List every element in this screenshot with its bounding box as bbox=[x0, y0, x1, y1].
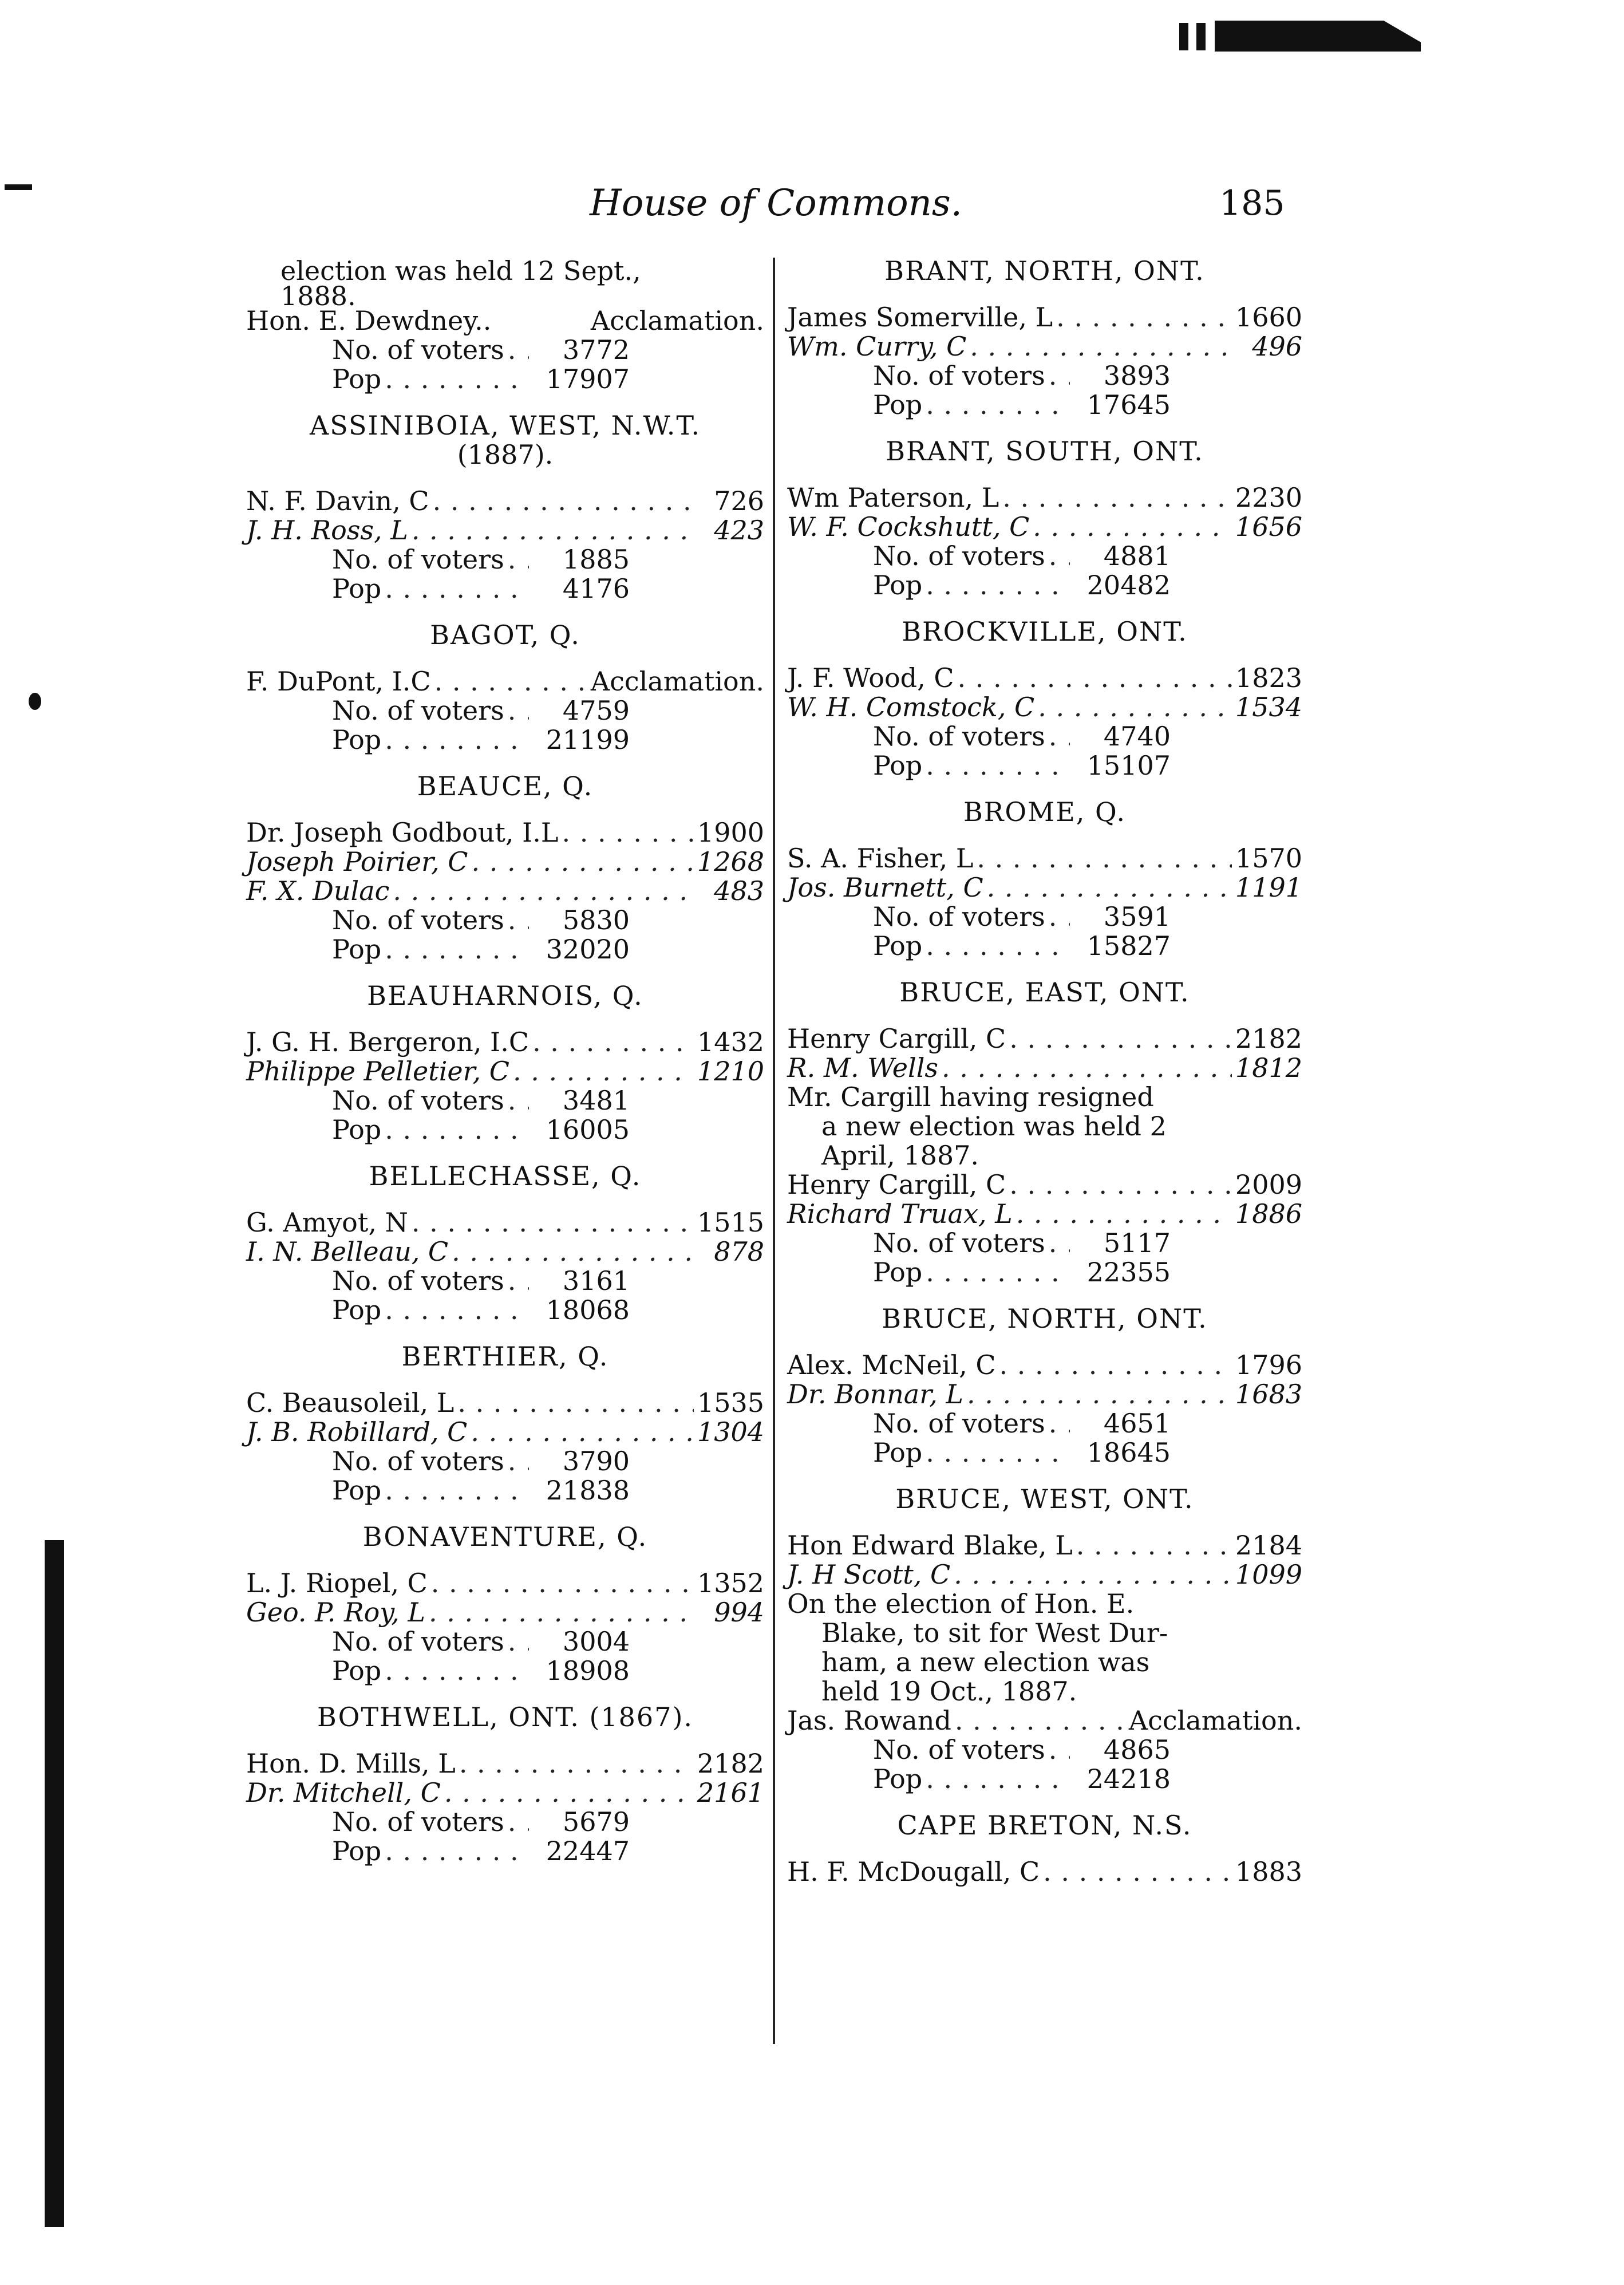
candidate-row: W. H. Comstock, C . . . 1534 bbox=[787, 693, 1302, 722]
voters-row: No. of voters . . . 3591 bbox=[787, 902, 1171, 932]
riding-heading: BRUCE, WEST, ONT. bbox=[895, 1483, 1194, 1514]
voters-row: No. of voters . . . 4740 bbox=[787, 722, 1171, 751]
riding-heading: BOTHWELL, ONT. (1867). bbox=[317, 1702, 694, 1733]
voters-row: No. of voters . . . 3161 bbox=[246, 1266, 630, 1296]
candidate-row: I. N. Belleau, C . . . 878 bbox=[246, 1237, 764, 1266]
candidate-row: S. A. Fisher, L . . . 1570 bbox=[787, 844, 1302, 873]
voters-row: No. of voters . . . 3893 bbox=[787, 361, 1171, 390]
candidate-row: J. H Scott, C . . . 1099 bbox=[787, 1560, 1302, 1589]
riding-heading: BEAUHARNOIS, Q. bbox=[367, 980, 643, 1011]
candidate-row: Henry Cargill, C . . . 2182 bbox=[787, 1024, 1302, 1053]
candidate-row: Wm Paterson, L . . . 2230 bbox=[787, 483, 1302, 512]
candidate-row: Dr. Joseph Godbout, I.L . . . 1900 bbox=[246, 818, 764, 847]
pop-row: Pop . . . 22447 bbox=[246, 1837, 630, 1866]
voters-row: No. of voters . . . 4865 bbox=[787, 1735, 1171, 1765]
acclamation-row: Hon. E. Dewdney.. Acclamation. bbox=[246, 305, 764, 336]
pop-row: Pop . . . 18645 bbox=[787, 1438, 1171, 1467]
voters-row: No. of voters . . . 4759 bbox=[246, 696, 630, 725]
page-header bbox=[0, 175, 1624, 232]
candidate-row: J. H. Ross, L . . . 423 bbox=[246, 516, 764, 545]
pop-row: Pop . . . 17645 bbox=[787, 390, 1171, 420]
riding-heading: BAGOT, Q. bbox=[430, 619, 580, 650]
pop-row: Pop . . . 21199 bbox=[246, 725, 630, 755]
voters-row: No. of voters . . . 4651 bbox=[787, 1409, 1171, 1438]
acclamation-row: F. DuPont, I.C . . . Acclamation. bbox=[246, 667, 764, 696]
right-column bbox=[787, 256, 1302, 1887]
candidate-row: G. Amyot, N . . . 1515 bbox=[246, 1208, 764, 1237]
candidate-row: Geo. P. Roy, L . . . 994 bbox=[246, 1598, 764, 1627]
pop-row: Pop . . . 32020 bbox=[246, 935, 630, 964]
candidate-row: R. M. Wells . . . 1812 bbox=[787, 1053, 1302, 1083]
pop-row: Pop . . . 16005 bbox=[246, 1115, 630, 1145]
running-title: House of Commons. bbox=[590, 182, 962, 224]
election-note-line: a new election was held 2 bbox=[821, 1111, 1167, 1142]
election-note-line: April, 1887. bbox=[821, 1140, 979, 1171]
candidate-row: Richard Truax, L . . . 1886 bbox=[787, 1199, 1302, 1229]
candidate-row: F. X. Dulac . . . 483 bbox=[246, 877, 764, 906]
candidate-row: Dr. Mitchell, C . . . 2161 bbox=[246, 1778, 764, 1808]
candidate-row: Philippe Pelletier, C . . . 1210 bbox=[246, 1057, 764, 1086]
riding-heading: BRANT, SOUTH, ONT. bbox=[886, 436, 1204, 467]
candidate-row: Wm. Curry, C . . . 496 bbox=[787, 332, 1302, 361]
candidate-row: Dr. Bonnar, L . . . 1683 bbox=[787, 1380, 1302, 1409]
riding-heading: BELLECHASSE, Q. bbox=[369, 1161, 642, 1191]
pop-row: Pop . . . 4176 bbox=[246, 574, 630, 603]
pop-row: Pop . . . 24218 bbox=[787, 1765, 1171, 1794]
candidate-row: J. B. Robillard, C . . . 1304 bbox=[246, 1418, 764, 1447]
candidate-row: W. F. Cockshutt, C . . . 1656 bbox=[787, 512, 1302, 542]
column-divider bbox=[773, 258, 775, 2044]
pop-row: Pop . . . 18068 bbox=[246, 1296, 630, 1325]
voters-row: No. of voters . . . 3004 bbox=[246, 1627, 630, 1656]
candidate-row: N. F. Davin, C . . . 726 bbox=[246, 487, 764, 516]
margin-scan-edge bbox=[45, 1540, 64, 2227]
voters-row: No. of voters . . . 3790 bbox=[246, 1447, 630, 1476]
riding-heading: BEAUCE, Q. bbox=[417, 771, 594, 802]
candidate-row: L. J. Riopel, C . . . 1352 bbox=[246, 1569, 764, 1598]
pop-row: Pop . . . 22355 bbox=[787, 1258, 1171, 1287]
candidate-row: James Somerville, L . . . 1660 bbox=[787, 303, 1302, 332]
pop-row: Pop . . . 15827 bbox=[787, 932, 1171, 961]
election-note-line: held 19 Oct., 1887. bbox=[821, 1676, 1077, 1707]
left-column bbox=[246, 256, 764, 1866]
riding-heading: BRANT, NORTH, ONT. bbox=[884, 255, 1205, 286]
pop-row: Pop . . . 18908 bbox=[246, 1656, 630, 1686]
election-note-line: Mr. Cargill having resigned bbox=[787, 1082, 1154, 1112]
candidate-row: J. G. H. Bergeron, I.C . . . 1432 bbox=[246, 1028, 764, 1057]
pop-row: Pop . . . 21838 bbox=[246, 1476, 630, 1505]
candidate-row: Jos. Burnett, C . . . 1191 bbox=[787, 873, 1302, 902]
election-note-line: ham, a new election was bbox=[821, 1647, 1150, 1678]
voters-row: No. of voters . . . 5117 bbox=[787, 1229, 1171, 1258]
candidate-row: Alex. McNeil, C . . . 1796 bbox=[787, 1351, 1302, 1380]
voters-row: No. of voters . . . 3481 bbox=[246, 1086, 630, 1115]
page-number: 185 bbox=[1219, 183, 1285, 223]
voters-row: No. of voters . . . 1885 bbox=[246, 545, 630, 574]
intro-note-line: election was held 12 Sept., bbox=[280, 255, 641, 286]
voters-row: No. of voters . . . 5830 bbox=[246, 906, 630, 935]
pop-row: Pop . . . 17907 bbox=[246, 365, 630, 394]
election-note-line: Blake, to sit for West Dur- bbox=[821, 1617, 1168, 1648]
pop-row: Pop . . . 15107 bbox=[787, 751, 1171, 780]
riding-heading: BRUCE, NORTH, ONT. bbox=[882, 1303, 1208, 1334]
riding-heading: BROCKVILLE, ONT. bbox=[902, 616, 1188, 647]
riding-heading: BERTHIER, Q. bbox=[401, 1341, 609, 1372]
riding-heading: CAPE BRETON, N.S. bbox=[897, 1810, 1192, 1841]
voters-row: No. of voters . . . 4881 bbox=[787, 542, 1171, 571]
election-note-line: On the election of Hon. E. bbox=[787, 1588, 1135, 1619]
riding-heading: BROME, Q. bbox=[963, 796, 1127, 827]
voters-row: No. of voters . . . 5679 bbox=[246, 1808, 630, 1837]
margin-ink-mark bbox=[29, 693, 41, 710]
intro-note-line: 1888. bbox=[280, 281, 356, 311]
candidate-row: H. F. McDougall, C . . . 1883 bbox=[787, 1857, 1302, 1887]
riding-subheading: (1887). bbox=[457, 439, 554, 470]
pop-row: Pop . . . 20482 bbox=[787, 571, 1171, 600]
candidate-row: J. F. Wood, C . . . 1823 bbox=[787, 664, 1302, 693]
riding-heading: BRUCE, EAST, ONT. bbox=[899, 977, 1190, 1008]
candidate-row: Henry Cargill, C . . . 2009 bbox=[787, 1170, 1302, 1199]
scan-artifact-bar bbox=[1179, 17, 1477, 50]
acclamation-row: Jas. Rowand . . . Acclamation. bbox=[787, 1706, 1302, 1735]
candidate-row: C. Beausoleil, L . . . 1535 bbox=[246, 1388, 764, 1418]
riding-heading: ASSINIBOIA, WEST, N.W.T. bbox=[310, 410, 701, 441]
voters-row: No. of voters . . . 3772 bbox=[246, 336, 630, 365]
candidate-row: Joseph Poirier, C . . . 1268 bbox=[246, 847, 764, 877]
candidate-row: Hon Edward Blake, L . . . 2184 bbox=[787, 1531, 1302, 1560]
riding-heading: BONAVENTURE, Q. bbox=[362, 1521, 648, 1552]
candidate-row: Hon. D. Mills, L . . . 2182 bbox=[246, 1749, 764, 1778]
